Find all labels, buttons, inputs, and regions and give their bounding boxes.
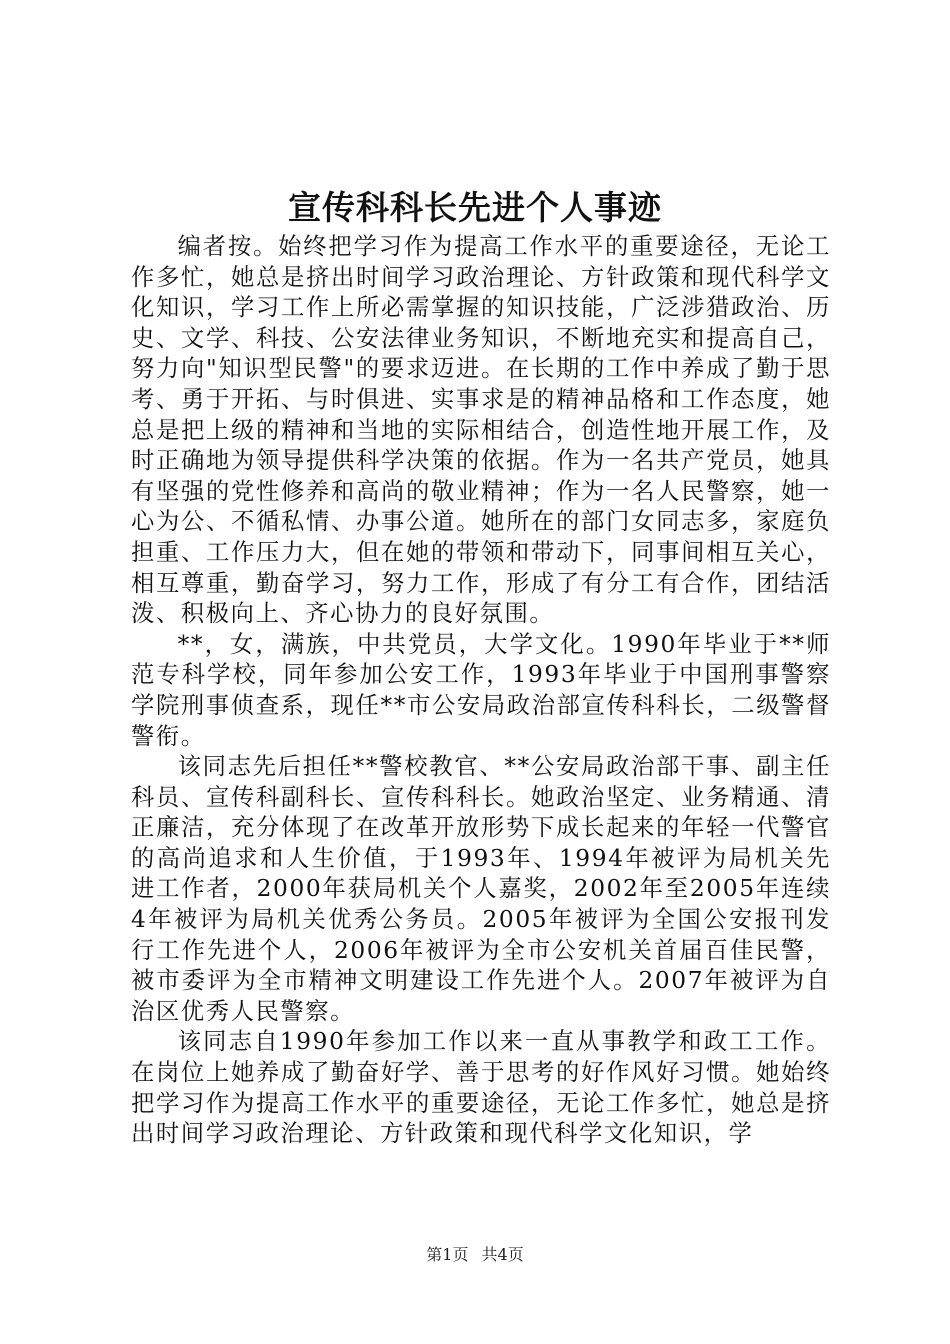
paragraph-work-history: 该同志自1990年参加工作以来一直从事教学和政工工作。在岗位上她养成了勤奋好学、善于思考的好作风好习惯。她始终把学习作为提高工作水平的重要途径，无论工作多忙，她总是挤出时间学习政治理论、方针政策和现代科学文化知识，学 bbox=[131, 1028, 831, 1148]
document-title: 宣传科科长先进个人事迹 bbox=[288, 188, 662, 227]
paragraph-career-honors: 该同志先后担任**警校教官、**公安局政治部干事、副主任科员、宣传科副科长、宣传科科长。她政治坚定、业务精通、清正廉洁，充分体现了在改革开放形势下成长起来的年轻一代警官的高尚追求和人生价值，于1993年、1994年被评为局机关先进工作者，2000年获局机关个人嘉奖，2002年至2005年连续4年被评为局机关优秀公务员。2005年被评为全国公安报刊发行工作先进个人，2006年被评为全市公安机关首届百佳民警，被市委评为全市精神文明建设工作先进个人。2007年被评为自治区优秀人民警察。 bbox=[131, 753, 831, 1025]
page-total: 共4页 bbox=[481, 1245, 524, 1264]
paragraph-editor-note: 编者按。始终把学习作为提高工作水平的重要途径，无论工作多忙，她总是挤出时间学习政治理论、方针政策和现代科学文化知识，学习工作上所必需掌握的知识技能，广泛涉猎政治、历史、文学、科技、公安法律业务知识，不断地充实和提高自己，努力向"知识型民警"的要求迈进。在长期的工作中养成了勤于思考、勇于开拓、与时俱进、实事求是的精神品格和工作态度，她总是把上级的精神和当地的实际相结合，创造性地开展工作，及时正确地为领导提供科学决策的依据。作为一名共产党员，她具有坚强的党性修养和高尚的敬业精神；作为一名人民警察，她一心为公、不循私情、办事公道。她所在的部门女同志多，家庭负担重、工作压力大，但在她的带领和带动下，同事间相互关心，相互尊重，勤奋学习，努力工作，形成了有分工有合作，团结活泼、积极向上、齐心协力的良好氛围。 bbox=[131, 233, 831, 628]
document-body bbox=[131, 232, 831, 1150]
page-footer bbox=[0, 1242, 950, 1265]
page-number: 第1页 bbox=[426, 1245, 469, 1264]
paragraph-profile: **，女，满族，中共党员，大学文化。1990年毕业于**师范专科学校，同年参加公安工作，1993年毕业于中国刑事警察学院刑事侦查系，现任**市公安局政治部宣传科科长，二级警督警衔。 bbox=[131, 630, 831, 750]
